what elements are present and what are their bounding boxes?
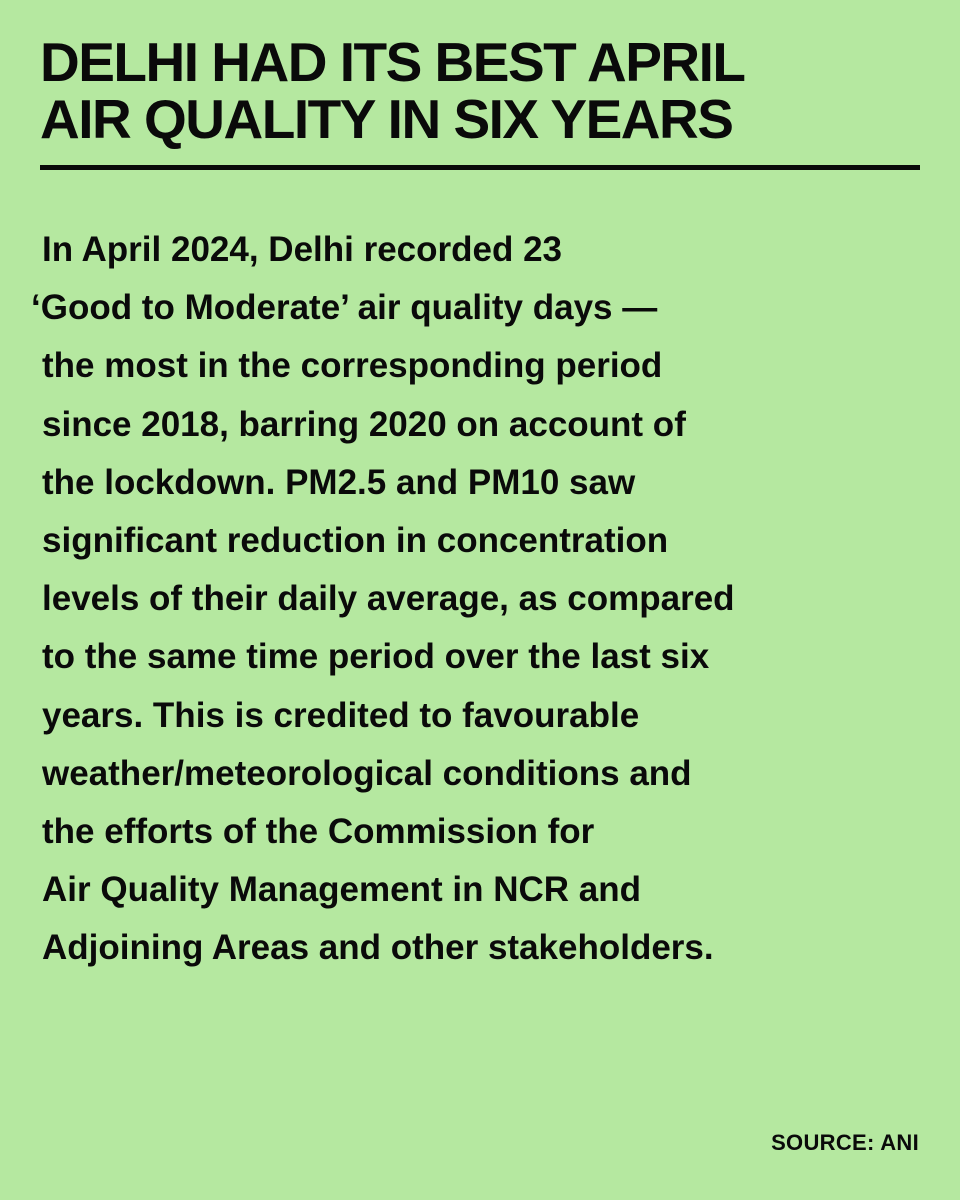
body-line: weather/meteorological conditions and xyxy=(42,753,692,793)
body-line: the lockdown. PM2.5 and PM10 saw xyxy=(42,462,636,502)
body-line: since 2018, barring 2020 on account of xyxy=(42,404,686,444)
headline-line: AIR QUALITY IN SIX YEARS xyxy=(40,88,733,150)
body-line: In April 2024, Delhi recorded 23 xyxy=(42,230,563,269)
source-credit: SOURCE: ANI xyxy=(771,1130,919,1155)
body-line: the most in the corresponding period xyxy=(42,346,663,386)
headline-line: DELHI HAD ITS BEST APRIL xyxy=(40,31,745,93)
body-line: levels of their daily average, as compared xyxy=(42,579,735,619)
body-line: significant reduction in concentration xyxy=(42,521,669,561)
headline xyxy=(40,31,920,150)
body-line: to the same time period over the last six xyxy=(42,637,710,677)
body-line: Air Quality Management in NCR and xyxy=(42,870,641,910)
body-line: the efforts of the Commission for xyxy=(42,812,595,852)
body-paragraph xyxy=(31,221,922,978)
body-line: Adjoining Areas and other stakeholders. xyxy=(42,928,714,968)
body-line: years. This is credited to favourable xyxy=(42,695,640,735)
headline-divider xyxy=(40,165,920,170)
body-line: ‘Good to Moderate’ air quality days — xyxy=(31,288,658,328)
